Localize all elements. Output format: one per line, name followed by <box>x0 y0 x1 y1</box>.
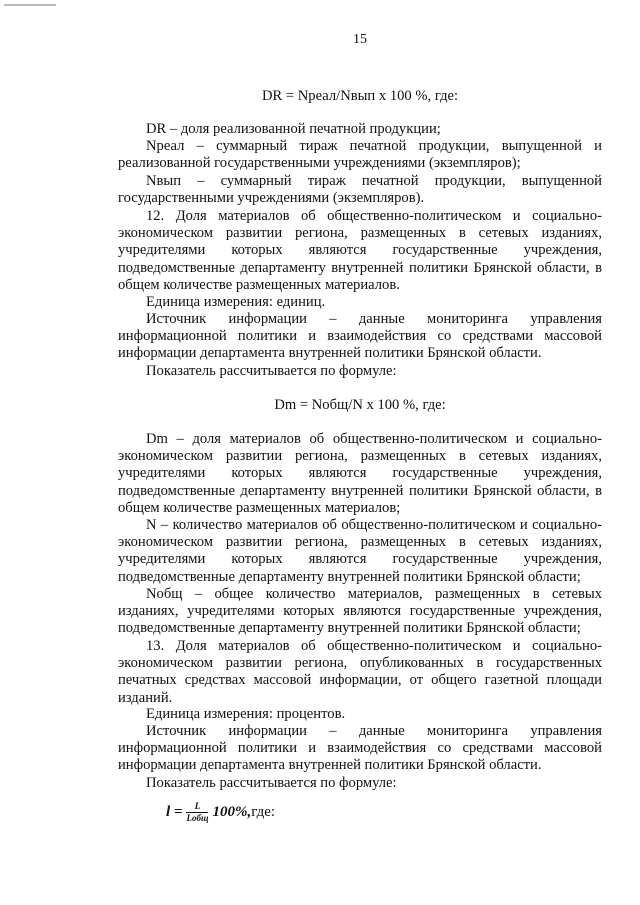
definition-dm: Dm – доля материалов об общественно-политическом и социально-экономическом развитии региона, размещенных в сетевых изданиях, учредителями которых являются государственные учреждения, подведомственные департаменту внутренней политики Брянской области, в общем количестве размещенных материалов; <box>118 431 602 516</box>
indicator-13-title: 13. Доля материалов об общественно-политическом и социально-экономическом развитии региона, опубликованных в государственных печатных средствах массовой информации, от общего газетной площади изданий. <box>118 638 602 706</box>
indicator-12-title: 12. Доля материалов об общественно-политическом и социально-экономическом развитии региона, размещенных в сетевых изданиях, учредителями которых являются государственные учреждения, подведомственные департаменту внутренней политики Брянской области, в общем количестве размещенных материалов. <box>118 208 602 293</box>
formula-dm: Dm = Nобщ/N х 100 %, где: <box>274 397 446 413</box>
indicator-12-unit: Единица измерения: единиц. <box>146 294 326 310</box>
formula-l-numerator: L <box>194 801 201 811</box>
definition-dr: DR – доля реализованной печатной продукции; <box>146 121 441 137</box>
scan-mark <box>4 4 56 6</box>
indicator-13-calc: Показатель рассчитывается по формуле: <box>146 775 397 791</box>
indicator-13-source: Источник информации – данные мониторинга управления информационной политики и взаимодействия со средствами массовой информации департамента внутренней политики Брянской области. <box>118 723 602 774</box>
indicator-12-source: Источник информации – данные мониторинга управления информационной политики и взаимодействия со средствами массовой информации департамента внутренней политики Брянской области. <box>118 311 602 362</box>
definition-nobsh: Nобщ – общее количество материалов, размещенных в сетевых изданиях, учредителями которых являются государственные учреждения, подведомственные департаменту внутренней политики Брянской области; <box>118 586 602 637</box>
formula-l-rhs: 100%, <box>212 804 252 820</box>
formula-l-denominator: Lобщ <box>186 813 209 823</box>
formula-dr: DR = Nреал/Nвып х 100 %, где: <box>261 88 459 104</box>
formula-l-lhs: l = <box>166 804 183 820</box>
definition-nvyp: Nвып – суммарный тираж печатной продукции, выпущенной государственными учреждениями (экземпляров). <box>118 173 602 207</box>
indicator-12-calc: Показатель рассчитывается по формуле: <box>146 363 397 379</box>
definition-nreal: Nреал – суммарный тираж печатной продукции, выпущенной и реализованной государственными учреждениями (экземпляров); <box>118 138 602 172</box>
formula-l-fraction <box>186 801 208 824</box>
formula-l <box>166 801 275 824</box>
indicator-13-unit: Единица измерения: процентов. <box>146 706 346 722</box>
formula-l-tail: где: <box>251 804 276 820</box>
definition-n: N – количество материалов об общественно-политическом и социально-экономическом развитии региона, размещенных в сетевых изданиях, учредителями которых являются государственные учреждения, подведомственные департаменту внутренней политики Брянской области; <box>118 517 602 585</box>
page-number: 15 <box>353 32 367 47</box>
